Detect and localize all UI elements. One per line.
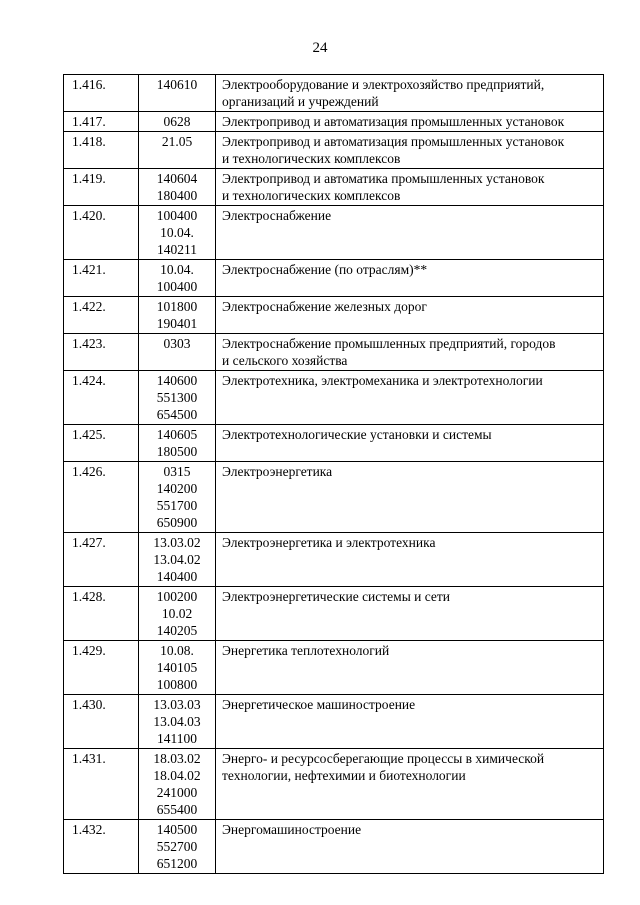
specialty-code: 13.04.03 — [153, 714, 201, 729]
table-row — [64, 820, 604, 874]
specialty-code: 18.04.02 — [153, 768, 201, 783]
row-number-cell: 1.419. — [64, 169, 139, 206]
row-number-cell: 1.432. — [64, 820, 139, 874]
specialty-name-cell — [216, 169, 604, 206]
row-number-cell: 1.426. — [64, 462, 139, 533]
specialty-table-body — [64, 75, 604, 874]
specialty-name-line: Электроэнергетика — [222, 464, 333, 479]
specialty-name-line: технологии, нефтехимии и биотехнологии — [222, 768, 466, 783]
specialty-name-line: Электротехника, электромеханика и электротехнологии — [222, 373, 543, 388]
specialty-code-cell — [139, 425, 216, 462]
table-row — [64, 206, 604, 260]
row-number-cell: 1.429. — [64, 641, 139, 695]
specialty-name-cell — [216, 587, 604, 641]
specialty-code: 180500 — [156, 444, 198, 459]
specialty-name-cell — [216, 132, 604, 169]
row-number-cell: 1.431. — [64, 749, 139, 820]
specialty-name-cell — [216, 75, 604, 112]
specialty-code-cell — [139, 297, 216, 334]
specialty-code: 655400 — [156, 802, 198, 817]
table-row — [64, 112, 604, 132]
specialty-code: 190401 — [156, 316, 198, 331]
specialty-code-cell — [139, 749, 216, 820]
specialty-code: 140400 — [156, 569, 198, 584]
specialty-code-cell — [139, 587, 216, 641]
specialty-code-cell — [139, 371, 216, 425]
specialty-code: 100800 — [156, 677, 198, 692]
specialty-code: 101800 — [156, 299, 198, 314]
specialty-name-line: и технологических комплексов — [222, 151, 401, 166]
specialty-code: 650900 — [156, 515, 198, 530]
specialty-code-cell — [139, 206, 216, 260]
specialty-code: 0628 — [163, 114, 191, 129]
specialty-name-cell — [216, 334, 604, 371]
specialty-code: 10.04. — [160, 262, 194, 277]
specialty-name-cell — [216, 260, 604, 297]
row-number-cell: 1.424. — [64, 371, 139, 425]
specialty-code-cell — [139, 132, 216, 169]
table-row — [64, 334, 604, 371]
table-row — [64, 587, 604, 641]
specialty-name-line: Энерго- и ресурсосберегающие процессы в химической — [222, 751, 545, 766]
row-number-cell: 1.425. — [64, 425, 139, 462]
specialty-name-cell — [216, 206, 604, 260]
row-number-cell: 1.421. — [64, 260, 139, 297]
specialty-code: 21.05 — [161, 134, 193, 149]
specialty-code: 140605 — [156, 427, 198, 442]
specialty-code: 140604 — [156, 171, 198, 186]
specialty-code-cell — [139, 169, 216, 206]
specialty-code-cell — [139, 533, 216, 587]
specialty-code: 552700 — [156, 839, 198, 854]
specialty-code: 141100 — [157, 731, 197, 746]
specialty-code: 654500 — [156, 407, 198, 422]
row-number-cell: 1.422. — [64, 297, 139, 334]
row-number-cell: 1.420. — [64, 206, 139, 260]
specialty-code: 13.03.03 — [153, 697, 201, 712]
table-row — [64, 749, 604, 820]
specialty-code: 100200 — [156, 589, 198, 604]
table-row — [64, 641, 604, 695]
specialty-name-cell — [216, 641, 604, 695]
specialty-code-cell — [139, 820, 216, 874]
specialty-name-cell — [216, 462, 604, 533]
specialty-code: 13.03.02 — [153, 535, 201, 550]
specialty-name-line: Энергетическое машиностроение — [222, 697, 416, 712]
specialty-code: 13.04.02 — [153, 552, 201, 567]
specialty-name-line: Электропривод и автоматизация промышленных установок — [222, 114, 565, 129]
specialty-name-cell — [216, 371, 604, 425]
specialty-code: 180400 — [156, 188, 198, 203]
specialty-table — [63, 74, 604, 874]
row-number-cell: 1.430. — [64, 695, 139, 749]
row-number-cell: 1.417. — [64, 112, 139, 132]
specialty-name-line: Энергетика теплотехнологий — [222, 643, 390, 658]
specialty-name-line: организаций и учреждений — [222, 94, 379, 109]
specialty-code: 241000 — [156, 785, 198, 800]
table-row — [64, 371, 604, 425]
specialty-code: 18.03.02 — [153, 751, 201, 766]
row-number-cell: 1.416. — [64, 75, 139, 112]
specialty-name-line: Электрооборудование и электрохозяйство предприятий, — [222, 77, 545, 92]
table-row — [64, 462, 604, 533]
specialty-code: 0315 — [163, 464, 191, 479]
specialty-name-line: Электропривод и автоматизация промышленных установок — [222, 134, 565, 149]
table-row — [64, 132, 604, 169]
specialty-code: 140500 — [156, 822, 198, 837]
specialty-code-cell — [139, 260, 216, 297]
specialty-name-cell — [216, 749, 604, 820]
table-row — [64, 260, 604, 297]
specialty-name-line: Электроснабжение железных дорог — [222, 299, 427, 314]
specialty-code-cell — [139, 695, 216, 749]
specialty-code: 140105 — [156, 660, 198, 675]
specialty-name-line: Электроэнергетические системы и сети — [222, 589, 451, 604]
specialty-name-cell — [216, 297, 604, 334]
specialty-name-line: Электротехнологические установки и системы — [222, 427, 492, 442]
specialty-code: 140211 — [157, 242, 197, 257]
specialty-name-cell — [216, 425, 604, 462]
specialty-code-cell — [139, 334, 216, 371]
specialty-code: 140200 — [156, 481, 198, 496]
specialty-name-line: и технологических комплексов — [222, 188, 401, 203]
specialty-code-cell — [139, 462, 216, 533]
table-row — [64, 75, 604, 112]
row-number-cell: 1.423. — [64, 334, 139, 371]
specialty-name-cell — [216, 112, 604, 132]
specialty-name-cell — [216, 695, 604, 749]
row-number-cell: 1.418. — [64, 132, 139, 169]
specialty-name-line: Электроснабжение промышленных предприятий, городов — [222, 336, 556, 351]
specialty-code: 100400 — [156, 208, 198, 223]
page-number: 24 — [312, 40, 328, 56]
specialty-code-cell — [139, 641, 216, 695]
specialty-code-cell — [139, 112, 216, 132]
specialty-name-line: Электроснабжение — [222, 208, 332, 223]
row-number-cell: 1.428. — [64, 587, 139, 641]
row-number-cell: 1.427. — [64, 533, 139, 587]
specialty-code: 10.08. — [160, 643, 194, 658]
specialty-name-line: Электропривод и автоматика промышленных установок — [222, 171, 545, 186]
specialty-name-line: и сельского хозяйства — [222, 353, 348, 368]
specialty-code: 0303 — [163, 336, 191, 351]
specialty-name-cell — [216, 820, 604, 874]
specialty-code: 140610 — [156, 77, 198, 92]
specialty-code: 140600 — [156, 373, 198, 388]
specialty-code-cell — [139, 75, 216, 112]
specialty-code: 140205 — [156, 623, 198, 638]
specialty-code: 10.04. — [160, 225, 194, 240]
specialty-name-line: Электроснабжение (по отраслям)** — [222, 262, 428, 277]
specialty-code: 10.02 — [161, 606, 193, 621]
specialty-code: 651200 — [156, 856, 198, 871]
table-row — [64, 533, 604, 587]
table-row — [64, 297, 604, 334]
table-row — [64, 169, 604, 206]
specialty-name-cell — [216, 533, 604, 587]
specialty-name-line: Электроэнергетика и электротехника — [222, 535, 436, 550]
specialty-name-line: Энергомашиностроение — [222, 822, 362, 837]
specialty-code: 551300 — [156, 390, 198, 405]
table-row — [64, 425, 604, 462]
specialty-code: 551700 — [156, 498, 198, 513]
specialty-code: 100400 — [156, 279, 198, 294]
table-row — [64, 695, 604, 749]
